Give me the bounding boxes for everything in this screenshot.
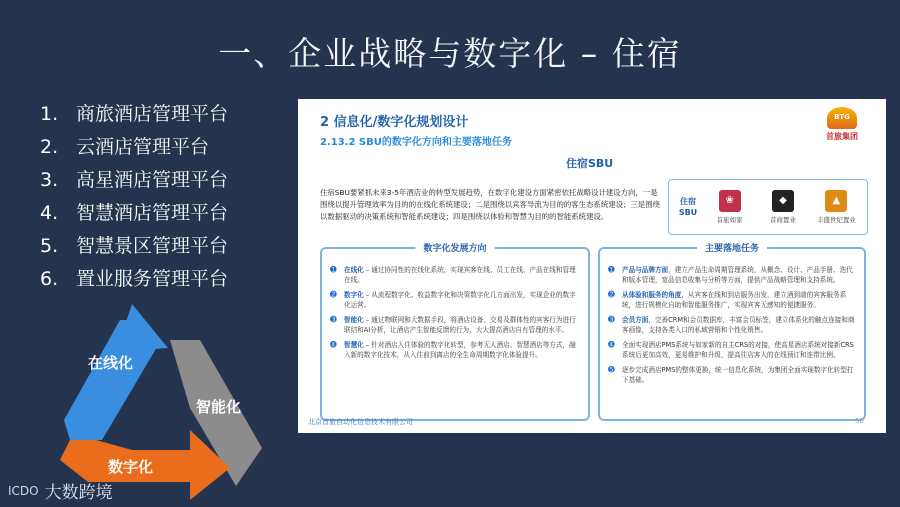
- watermark-text: 大数跨境: [44, 483, 113, 503]
- brand-name: 丰盛世纪置业: [816, 216, 856, 224]
- direction-item: [330, 315, 582, 335]
- item-text: ，完善CRM和会员数据库，丰富会员标签，建立体系化的触点连接和商客画像，支持各类入口的私域营销和个性化销售。: [622, 316, 855, 334]
- task-item: [608, 340, 858, 360]
- brand-item: [756, 190, 809, 224]
- sbu-label: 住宿SBU: [678, 197, 698, 217]
- item-label: 数字化: [344, 291, 364, 299]
- bullet-icon: ➌: [330, 315, 337, 324]
- company-name: 首旅集团: [826, 132, 858, 141]
- list-number: 3.: [40, 169, 59, 191]
- intelligent-label: 智能化: [196, 398, 242, 416]
- watermark-logo: ICDO: [8, 483, 39, 498]
- item-label: 产品与品牌方面: [622, 266, 669, 274]
- list-label: 云酒店管理平台: [76, 136, 210, 158]
- company-logo: [812, 107, 872, 142]
- task-item: [608, 365, 858, 385]
- bullet-icon: ➋: [330, 290, 337, 299]
- list-label: 高星酒店管理平台: [76, 169, 229, 191]
- direction-item: [330, 265, 582, 285]
- brand-icon: ❀: [719, 190, 741, 212]
- direction-panel-title: 数字化发展方向: [415, 241, 494, 254]
- bullet-icon: ➋: [608, 290, 615, 299]
- bullet-icon: ➎: [608, 365, 615, 374]
- bullet-icon: ➍: [608, 340, 615, 349]
- list-item: [40, 164, 228, 197]
- brand-name: 首商置业: [769, 216, 796, 224]
- list-number: 6.: [40, 268, 59, 290]
- bullet-icon: ➊: [330, 265, 337, 274]
- list-number: 5.: [40, 235, 59, 257]
- item-text: – 通过协同性的在线化系统，实现宾客在线、员工在线、产品在线和管理在线。: [344, 266, 576, 284]
- list-item: [40, 131, 228, 164]
- item-label: 在线化: [344, 266, 364, 274]
- item-text: 全面实现酒店PMS系统与如家新的自主CRS的对接，使高星酒店系统对接新CRS系统后更加高效，更易维护和升级，提高住店客人的在线预订和连带比例。: [622, 341, 854, 359]
- brand-item: [810, 190, 863, 224]
- list-label: 置业服务管理平台: [76, 268, 229, 290]
- list-item: [40, 98, 228, 131]
- task-item: [608, 315, 858, 335]
- item-text: 逐步完成酒店PMS的整体更换，统一信息化系统，为集团全面实现数字化转型打下基础。: [622, 366, 854, 384]
- digital-label: 数字化: [108, 458, 154, 476]
- online-label: 在线化: [88, 354, 134, 372]
- brand-icon: ▲: [825, 190, 847, 212]
- brand-item: [703, 190, 756, 224]
- list-item: [40, 230, 228, 263]
- company-emblem-icon: [827, 107, 857, 129]
- footer-company: 北京首旅自动化信息技术有限公司: [308, 418, 413, 426]
- direction-item: [330, 290, 582, 310]
- slide-intro: 住宿SBU要紧抓未来3-5年酒店业的转型发展趋势，在数字化建设方面紧密依托战略设计建设方向，一是围绕以提升管理效率为目的的在线化系统建设；二是围绕以宾客导流为目的的客生态系统建设；三是围绕以数据驱动的决策系统和智能系统建设；四是围绕以体验和智慧为目的的智能系统建设。: [320, 188, 660, 221]
- cycle-diagram: [40, 300, 270, 504]
- item-text: ，建立产品生命周期管理系统，从概念、设计、产品手册、迭代和版本管理，宽品信息收集与分析等方面，提供产品战略管理和支持系统。: [622, 266, 853, 284]
- list-item: [40, 263, 228, 296]
- brand-name: 首旅如家: [716, 216, 743, 224]
- slide-subheading: 2.13.2 SBU的数字化方向和主要落地任务: [320, 137, 512, 148]
- bullet-icon: ➌: [608, 315, 615, 324]
- sbu-brand-box: [668, 179, 868, 235]
- task-panel: [598, 244, 866, 421]
- slide-heading: 2 信息化/数字化规划设计: [320, 115, 469, 130]
- item-text: – 从流程数字化、收益数字化和决策数字化几方面出发，实现企业的数字化运营。: [344, 291, 576, 309]
- brand-icon: ◆: [772, 190, 794, 212]
- list-number: 2.: [40, 136, 59, 158]
- company-emblem-text: BTG: [834, 113, 850, 121]
- embedded-slide: [298, 99, 886, 433]
- platform-list: [40, 98, 228, 296]
- task-item: [608, 265, 858, 285]
- list-number: 1.: [40, 103, 59, 125]
- item-text: – 针对酒店入住体验的数字化转型，参考无人酒店、智慧酒店等方式，融入新的数字化技术，从入住前到离店的全生命周期数字化体验提升。: [344, 341, 576, 359]
- list-label: 商旅酒店管理平台: [76, 103, 229, 125]
- task-item: [608, 290, 858, 310]
- watermark: [8, 478, 113, 503]
- page-number: 56: [855, 417, 864, 425]
- task-panel-title: 主要落地任务: [697, 241, 767, 254]
- page-title: 一、企业战略与数字化 – 住宿: [218, 34, 682, 73]
- item-label: 智慧化: [344, 341, 364, 349]
- item-label: 智能化: [344, 316, 364, 324]
- direction-panel: [320, 244, 590, 421]
- item-text: ，从宾客在线和到店服务出发，建立酒到端的宾客服务系统，进行规模化自助和智能服务推广，实现宾客无感知的便捷服务。: [622, 291, 847, 309]
- bullet-icon: ➊: [608, 265, 615, 274]
- direction-item: [330, 340, 582, 360]
- list-label: 智慧景区管理平台: [76, 235, 229, 257]
- list-item: [40, 197, 228, 230]
- item-text: – 通过物联网和大数据手段，将酒店设备、交易及群体性的宾客行为进行联结和AI分析，让酒店产生智能反馈的行为，大大提高酒店自有管理的水平。: [344, 316, 576, 334]
- list-number: 4.: [40, 202, 59, 224]
- list-label: 智慧酒店管理平台: [76, 202, 229, 224]
- item-label: 会员方面: [622, 316, 649, 324]
- item-label: 从体验和服务的角度: [622, 291, 682, 299]
- bullet-icon: ➍: [330, 340, 337, 349]
- sbu-title: 住宿SBU: [566, 157, 614, 170]
